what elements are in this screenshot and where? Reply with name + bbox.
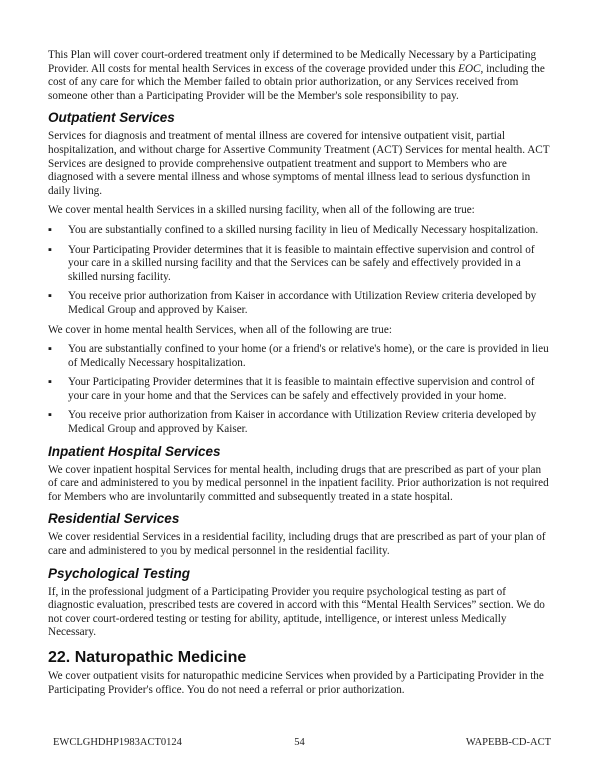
- naturopathic-heading: 22. Naturopathic Medicine: [48, 649, 247, 666]
- page-number: 54: [294, 737, 305, 748]
- psych-testing-paragraph: If, in the professional judgment of a Participating Provider you require psychological testing as part of diagnostic evaluation, prescribed tests are covered in accord with this “Mental Health Services” section. We do not cover court-ordered testing or testing for ability, aptitude, intelligence, or interest unless Medically Necessary.: [48, 585, 545, 639]
- intro-text-b: , including the cost of any care for which the Member failed to obtain prior authorization, or any Services received from someone other than a Participating Provider will be the Member's sole responsibility to pay.: [48, 62, 545, 102]
- residential-heading: Residential Services: [48, 511, 180, 527]
- list-item: [48, 409, 551, 436]
- list-item-text: You are substantially confined to your home (or a friend's or relative's home), or the care is provided in lieu of Medically Necessary hospitalization.: [68, 343, 549, 369]
- bullet-icon: ▪: [48, 343, 52, 356]
- outpatient-heading: Outpatient Services: [48, 110, 175, 126]
- list-item: [48, 290, 551, 317]
- bullet-icon: ▪: [48, 409, 52, 422]
- intro-text-a: This Plan will cover court-ordered treatment only if determined to be Medically Necessary by a Participating Provider. All costs for mental health Services in excess of the coverage provided under this: [48, 49, 537, 75]
- list-item-text: Your Participating Provider determines that it is feasible to maintain effective supervision and control of your care in your home and that the Services can be safely and effectively provided in your home.: [68, 376, 535, 402]
- list-item-text: You receive prior authorization from Kaiser in accordance with Utilization Review criteria developed by Medical Group and approved by Kaiser.: [68, 290, 537, 316]
- list-item: [48, 376, 551, 403]
- bullet-icon: ▪: [48, 290, 52, 303]
- footer-doc-code: EWCLGHDHP1983ACT0124: [53, 737, 182, 748]
- home-intro: We cover in home mental health Services, when all of the following are true:: [48, 323, 392, 336]
- bullet-icon: ▪: [48, 243, 52, 256]
- inpatient-paragraph: We cover inpatient hospital Services for mental health, including drugs that are prescribed as part of your plan of care and administered to you by medical personnel in the inpatient facility. Prior authorization is not required for Members who are involuntarily committed and subsequently treated in a state hospital.: [48, 463, 549, 503]
- list-item: [48, 244, 551, 285]
- intro-em: EOC: [458, 62, 481, 75]
- list-item: [48, 224, 551, 238]
- naturopathic-paragraph: We cover outpatient visits for naturopathic medicine Services when provided by a Participating Provider in the Participating Provider's office. You do not need a referral or prior authorization.: [48, 670, 544, 696]
- home-list: [48, 343, 551, 437]
- bullet-icon: ▪: [48, 376, 52, 389]
- document-page: [48, 49, 551, 703]
- list-item-text: You receive prior authorization from Kaiser in accordance with Utilization Review criteria developed by Medical Group and approved by Kaiser.: [68, 409, 537, 436]
- bullet-icon: ▪: [48, 223, 52, 236]
- snf-intro: We cover mental health Services in a skilled nursing facility, when all of the following are true:: [48, 204, 475, 217]
- list-item: [48, 343, 551, 370]
- list-item-text: You are substantially confined to a skilled nursing facility in lieu of Medically Necessary hospitalization.: [68, 223, 539, 236]
- intro-paragraph: [48, 49, 551, 103]
- footer-plan-code: WAPEBB-CD-ACT: [465, 737, 551, 748]
- list-item-text: Your Participating Provider determines that it is feasible to maintain effective supervision and control of your care in a skilled nursing facility and that the Services can be safely and effectively provided in a skilled nursing facility.: [68, 243, 535, 283]
- residential-paragraph: We cover residential Services in a residential facility, including drugs that are prescribed as part of your plan of care and administered to you by medical personnel in the residential facility.: [48, 531, 546, 558]
- inpatient-heading: Inpatient Hospital Services: [48, 443, 221, 459]
- snf-list: [48, 224, 551, 318]
- outpatient-paragraph: Services for diagnosis and treatment of mental illness are covered for intensive outpatient visit, partial hospitalization, and without charge for Assertive Community Treatment (ACT) Services for mental health. ACT Services are designed to provide comprehensive outpatient treatment and support to Members who are diagnosed with a severe mental illness and whose symptoms of mental illness lead to serious dysfunction in daily living.: [48, 130, 550, 197]
- psych-testing-heading: Psychological Testing: [48, 565, 191, 581]
